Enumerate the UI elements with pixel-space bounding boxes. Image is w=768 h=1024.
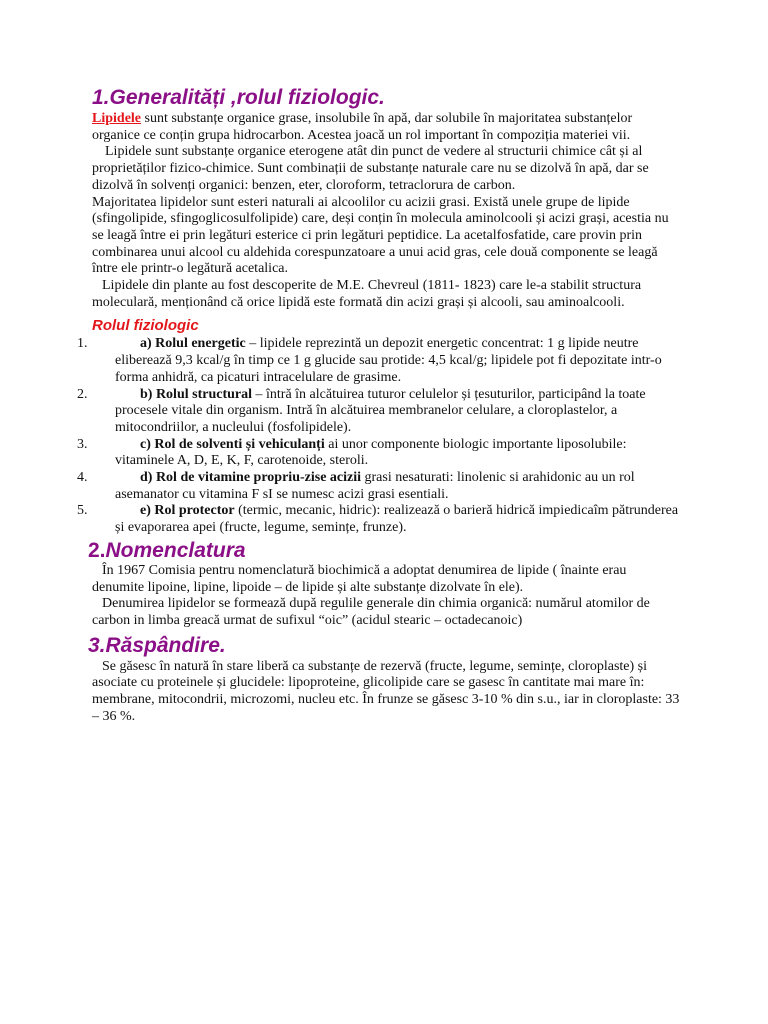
section-heading-nomenclature xyxy=(88,539,682,563)
lipids-term: Lipidele xyxy=(92,111,142,126)
list-item xyxy=(77,470,682,503)
heading-number: 2. xyxy=(88,538,106,562)
list-number: 1. xyxy=(77,336,88,352)
paragraph-naming-rules: Denumirea lipidelor se formează după regulile generale din chimia organică: numărul atomilor de carbon in limba greacă urmat de sufixul “oic” (acidul stearic – octadecanoic) xyxy=(92,596,650,628)
paragraph-chevreul: Lipidele din plante au fost descoperite de M.E. Chevreul (1811- 1823) care le-a stabilit structura moleculară, menționând că orice lipidă este formată din acizi grași și alcooli, sau aminoalcooli. xyxy=(92,278,642,310)
list-item xyxy=(77,503,682,536)
list-item xyxy=(77,336,682,386)
role-text: (termic, mecanic, hidric): realizează o barieră hidrică impiedicaîm pătrunderea și evaporarea apei (fructe, legume, semințe, frunze). xyxy=(115,503,679,536)
list-number: 2. xyxy=(77,386,88,402)
subheading-physiological-role: Rolul fiziologic xyxy=(92,317,199,335)
role-text: grasi nesaturati: linolenic si arahidonic au un rol asemanator cu vitamina F sI se numesc acizi grasi esentiali. xyxy=(115,470,635,502)
role-title: b) Rolul structural xyxy=(140,386,252,402)
list-number: 4. xyxy=(77,470,88,486)
paragraph-esters: Majoritatea lipidelor sunt esteri naturali ai alcoolilor cu acizii grasi. Există unele grupe de lipide (sfingolipide, sfingoglicosulfolipide) care, deși conțin în molecula aminolcooli și acizi grași, acestia nu se leagă între ei prin legături esterice ci prin legături peptidice. La acetalfosfatide, care provin prin combinarea unui alcool cu aldehida corespunzatoare a unui acid gras, cele două componente se leagă între ele printr-o legătură acetalica. xyxy=(92,194,669,277)
roles-list xyxy=(77,336,682,536)
role-title: d) Rol de vitamine propriu-zise acizii xyxy=(140,470,361,486)
role-title: c) Rol de solventi și vehiculanți xyxy=(140,436,325,452)
paragraph-heterogeneous: Lipidele sunt substanțe organice eterogene atât din punct de vedere al structurii chimice cât și al proprietăților fizico-chimice. Sunt combinații de substanțe naturale care nu se dizolvă în apă, dar se dizolvă în solvenți organici: benzen, eter, cloroform, tetraclorura de carbon. xyxy=(92,144,649,193)
list-number: 3. xyxy=(77,436,88,452)
role-title: a) Rolul energetic xyxy=(140,336,246,352)
heading-text: Nomenclatura xyxy=(105,538,246,562)
intro-paragraph xyxy=(92,111,682,144)
paragraph-distribution: Se găsesc în natură în stare liberă ca substanțe de rezervă (fructe, legume, semințe, cloroplaste) și asociate cu proteinele și glucidele: lipoproteine, glicolipide care se gasesc în cantitate mai mare în: membrane, mitocondrii, microzomi, nucleu etc. În frunze se găsesc 3-10 % din s.u., iar in cloroplaste: 33 – 36 %. xyxy=(92,658,680,724)
paragraph-commission: În 1967 Comisia pentru nomenclatură biochimică a adoptat denumirea de lipide ( înainte erau denumite lipoine, lipine, lipoide – de lipide și alte substanțe dizolvate în ele). xyxy=(92,562,627,595)
role-text: – lipidele reprezintă un depozit energetic concentrat: 1 g lipide neutre eliberează 9,3 kcal/g în timp ce 1 g glucide sau protide: 4,5 kcal/g; lipidele pot fi depozitate intr-o forma anhidră, ca picaturi intracelulare de grasime. xyxy=(115,336,662,385)
document-body xyxy=(77,86,682,726)
list-item xyxy=(77,386,682,437)
section-heading-distribution: 3.Răspândire. xyxy=(88,633,226,657)
role-text: ai unor componente biologic importante liposolubile: vitaminele A, D, E, K, F, carotenoide, steroli. xyxy=(115,436,627,469)
section-heading-general: 1.Generalități ,rolul fiziologic. xyxy=(92,86,385,109)
intro-text: sunt substanțe organice grase, insolubile în apă, dar solubile în majoritatea substanțelor organice ce conțin grupa hidrocarbon. Acestea joacă un rol important în compoziția materiei vii. xyxy=(92,111,633,143)
role-title: e) Rol protector xyxy=(140,503,235,519)
list-number: 5. xyxy=(77,503,88,519)
list-item xyxy=(77,436,682,470)
role-text: – întră în alcătuirea tuturor celulelor și țesuturilor, participând la toate procesele vitale din organism. Intră în alcătuirea membranelor celulare, a cloroplastelor, a mitocondriilor, a nucleului (fosfolipidele). xyxy=(115,386,646,435)
